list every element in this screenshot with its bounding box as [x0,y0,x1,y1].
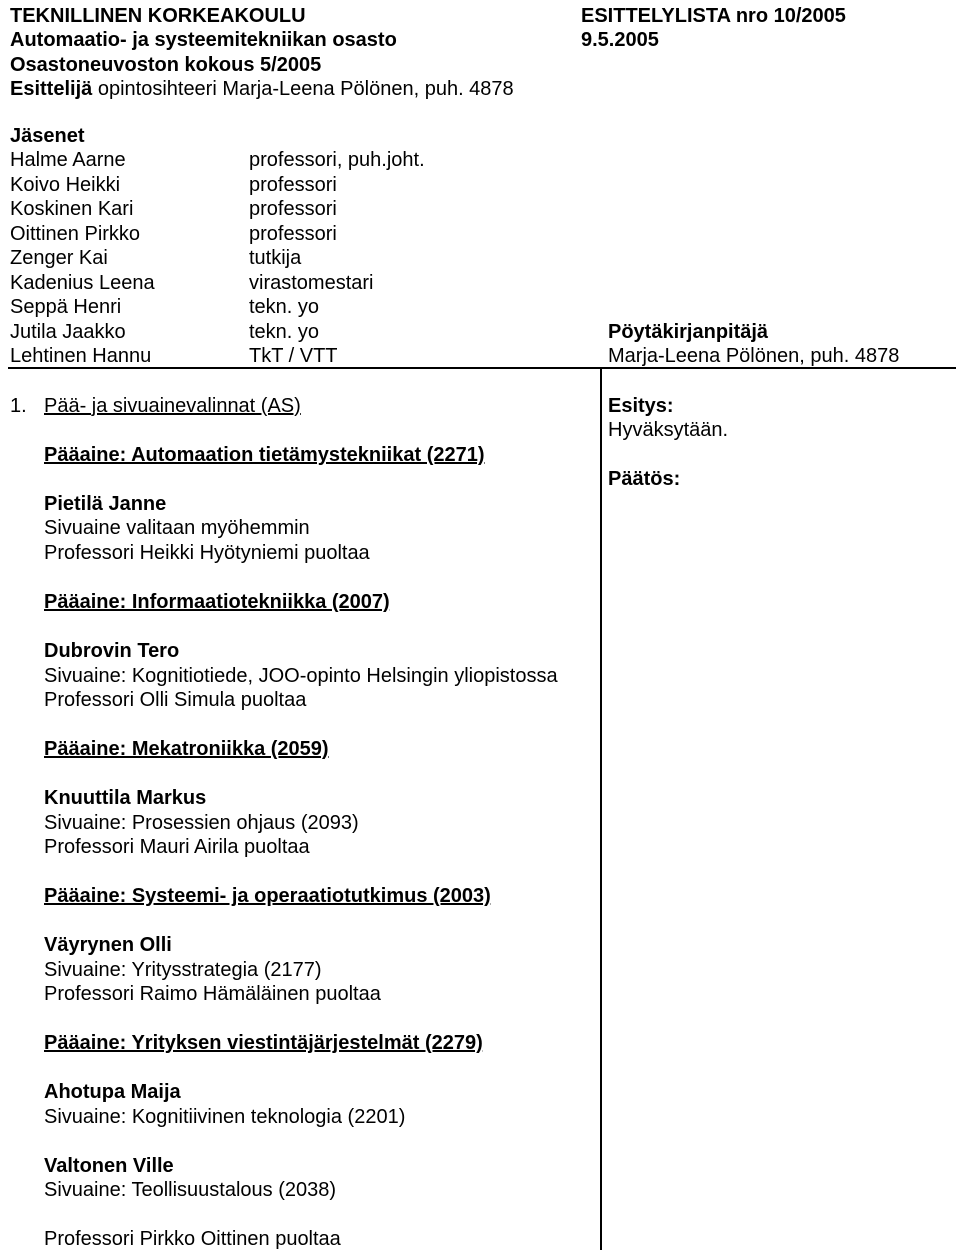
member-name: Koskinen Kari [10,198,134,220]
member-role: tekn. yo [249,321,320,343]
student-name: Ahotupa Maija [44,1081,181,1103]
minor-line: Sivuaine: Kognitiivinen teknologia (2201) [44,1106,406,1128]
member-role: virastomestari [249,272,374,294]
member-name: Lehtinen Hannu [10,345,152,367]
minor-line: Sivuaine: Yritysstrategia (2177) [44,959,322,981]
presenter-value: opintosihteeri Marja-Leena Pölönen, puh. 4878 [92,78,514,100]
member-name: Seppä Henri [10,296,122,318]
minor-line: Sivuaine: Teollisuustalous (2038) [44,1179,337,1201]
endorsement-line: Professori Raimo Hämäläinen puoltaa [44,983,381,1005]
endorsement-line: Professori Heikki Hyötyniemi puoltaa [44,542,370,564]
member-role: professori, puh.joht. [249,149,425,171]
horizontal-divider [8,367,956,369]
secretary-label: Pöytäkirjanpitäjä [608,321,769,343]
student-name: Valtonen Ville [44,1155,174,1177]
member-name: Halme Aarne [10,149,126,171]
presenter-line [10,77,514,101]
university-name: TEKNILLINEN KORKEAKOULU [10,5,306,27]
major-title: Pääaine: Mekatroniikka (2059) [44,738,329,760]
student-name: Knuuttila Markus [44,787,207,809]
member-role: tutkija [249,247,302,269]
member-name: Koivo Heikki [10,174,121,196]
item-number: 1. [10,395,27,417]
student-name: Väyrynen Olli [44,934,172,956]
minor-line: Sivuaine: Kognitiotiede, JOO-opinto Helsingin yliopistossa [44,665,558,687]
member-role: professori [249,174,337,196]
list-title: ESITTELYLISTA nro 10/2005 [581,5,846,27]
decision-label: Päätös: [608,468,681,490]
item-title: Pää- ja sivuainevalinnat (AS) [44,395,301,417]
meeting-name: Osastoneuvoston kokous 5/2005 [10,54,322,76]
presenter-label: Esittelijä [10,78,93,100]
member-name: Zenger Kai [10,247,108,269]
endorsement-line: Professori Olli Simula puoltaa [44,689,307,711]
proposal-text: Hyväksytään. [608,419,729,441]
major-title: Pääaine: Systeemi- ja operaatiotutkimus (2003) [44,885,491,907]
member-name: Kadenius Leena [10,272,155,294]
member-role: tekn. yo [249,296,320,318]
endorsement-line: Professori Mauri Airila puoltaa [44,836,310,858]
member-role: professori [249,198,337,220]
member-role: professori [249,223,337,245]
student-name: Dubrovin Tero [44,640,180,662]
members-heading: Jäsenet [10,125,85,147]
endorsement-line: Professori Pirkko Oittinen puoltaa [44,1228,341,1250]
minor-line: Sivuaine valitaan myöhemmin [44,517,310,539]
student-name: Pietilä Janne [44,493,167,515]
member-name: Jutila Jaakko [10,321,126,343]
vertical-divider [600,369,602,1250]
member-name: Oittinen Pirkko [10,223,141,245]
member-role: TkT / VTT [249,345,338,367]
list-date: 9.5.2005 [581,29,659,51]
secretary-name: Marja-Leena Pölönen, puh. 4878 [608,345,900,367]
department-name: Automaatio- ja systeemitekniikan osasto [10,29,397,51]
proposal-label: Esitys: [608,395,674,417]
major-title: Pääaine: Automaation tietämystekniikat (2271) [44,444,485,466]
major-title: Pääaine: Yrityksen viestintäjärjestelmät (2279) [44,1032,483,1054]
major-title: Pääaine: Informaatiotekniikka (2007) [44,591,390,613]
minor-line: Sivuaine: Prosessien ohjaus (2093) [44,812,359,834]
